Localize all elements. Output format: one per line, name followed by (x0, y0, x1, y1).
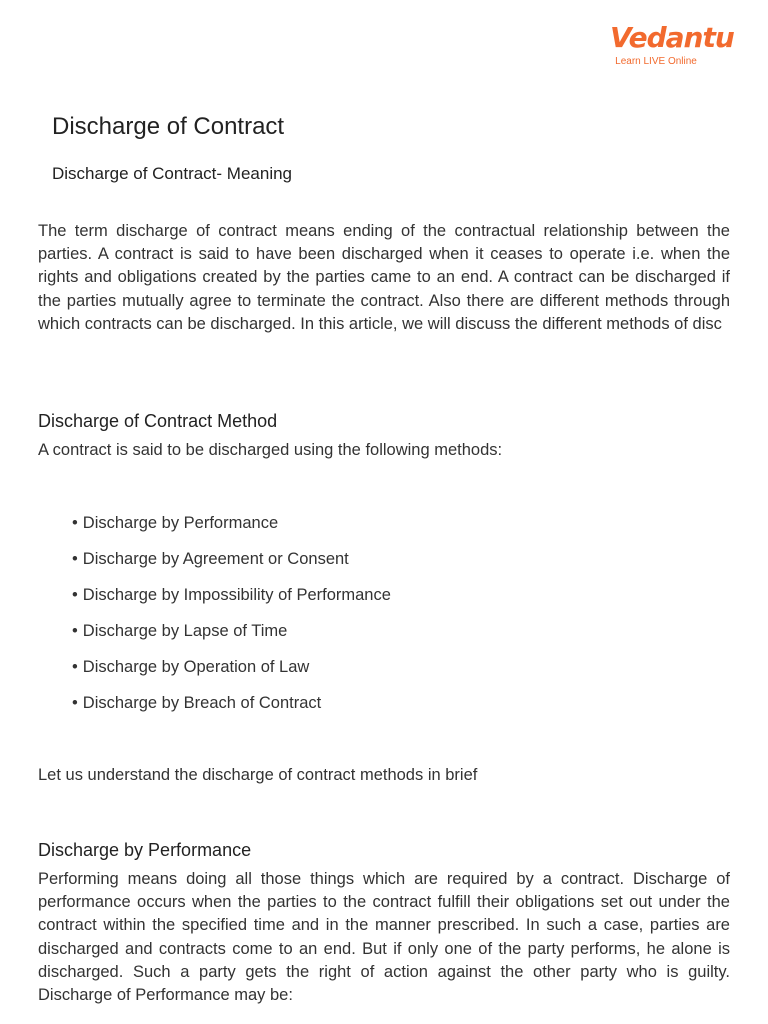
logo-wordmark: Vedantu (610, 21, 734, 54)
method-item-operation-of-law: • Discharge by Operation of Law (72, 656, 391, 692)
meaning-subtitle: Discharge of Contract- Meaning (52, 164, 293, 183)
method-item-performance: • Discharge by Performance (72, 512, 391, 548)
intro-paragraph: The term discharge of contract means ending of the contractual relationship between the parties. A contract is said to have been discharged when it ceases to operate i.e. when the rights and obligations created by the parties came to an end. A contract can be discharged if the parties mutually agree to terminate the contract. Also there are different methods through which contracts can be discharged. In this article, we will discuss the different methods of disc (38, 222, 730, 333)
methods-heading: Discharge of Contract Method (38, 411, 278, 431)
method-item-agreement: • Discharge by Agreement or Consent (72, 548, 391, 584)
performance-paragraph: Performing means doing all those things which are required by a contract. Discharge of performance occurs when the parties to the contract fulfill their obligations set out under the contract within the specified time and in the manner prescribed. In such a case, parties are discharged and contracts come to an end. But if only one of the party performs, he alone is discharged. Such a party gets the right of action against the other party who is guilty. Discharge of Performance may be: (38, 870, 730, 1005)
methods-list (72, 512, 391, 728)
document-title: Discharge of Contract (52, 113, 285, 140)
vedantu-logo (610, 21, 734, 68)
brief-intro-line: Let us understand the discharge of contract methods in brief (38, 766, 478, 784)
methods-lead: A contract is said to be discharged using the following methods: (38, 441, 503, 459)
method-item-breach: • Discharge by Breach of Contract (72, 692, 391, 728)
method-item-lapse-of-time: • Discharge by Lapse of Time (72, 620, 391, 656)
performance-heading: Discharge by Performance (38, 840, 252, 860)
method-item-impossibility: • Discharge by Impossibility of Performance (72, 584, 391, 620)
logo-tagline: Learn LIVE Online (615, 56, 697, 67)
